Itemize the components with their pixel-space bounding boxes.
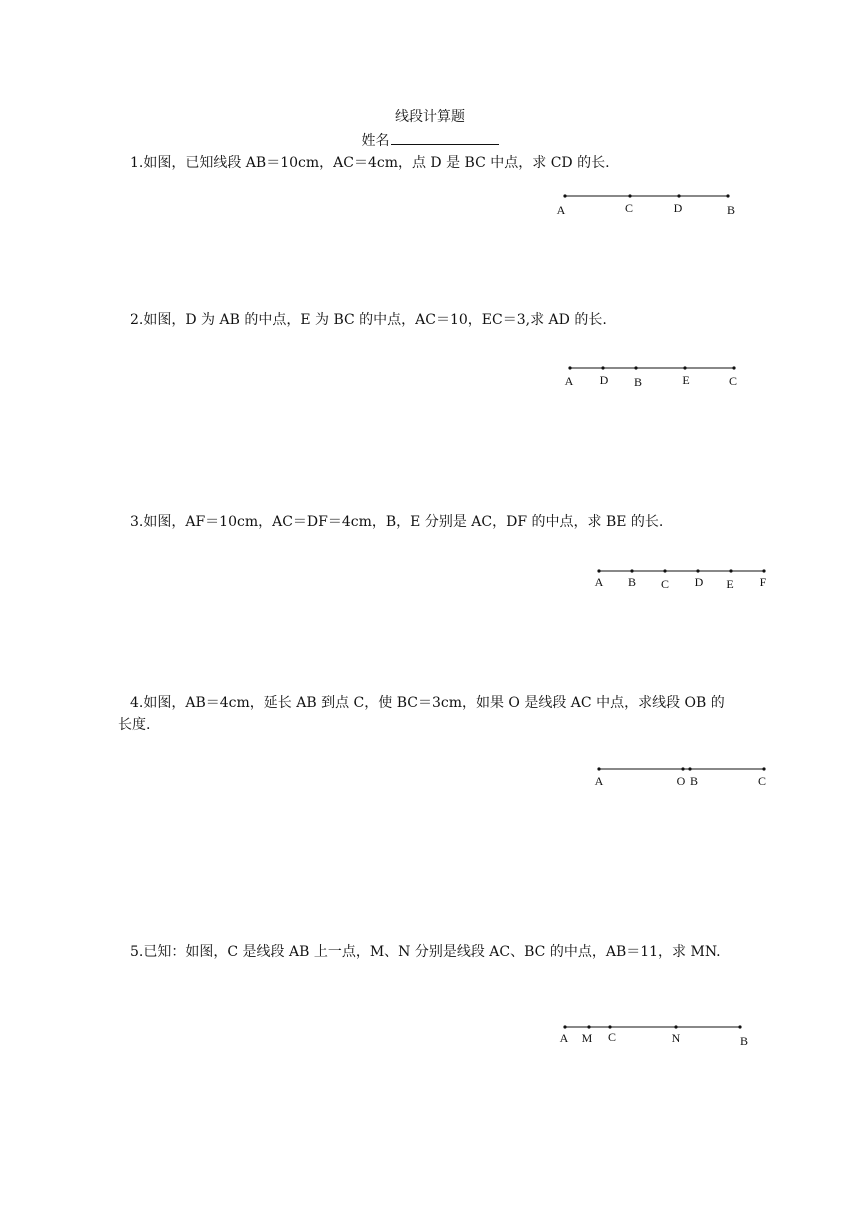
point-b-dot bbox=[630, 569, 633, 572]
point-e-dot bbox=[683, 366, 686, 369]
point-c-dot bbox=[628, 194, 631, 197]
point-m-dot bbox=[587, 1025, 590, 1028]
question-4-line2: 长度. bbox=[118, 717, 151, 733]
name-field-row bbox=[0, 130, 860, 150]
point-b-label: B bbox=[726, 203, 736, 217]
point-o-label: O bbox=[676, 774, 686, 788]
question-5: 5.已知：如图，C 是线段 AB 上一点，M、N 分别是线段 AC、BC 的中点，AB＝11，求 MN. bbox=[130, 944, 721, 960]
point-f-dot bbox=[762, 569, 765, 572]
point-a-label: A bbox=[594, 774, 604, 788]
figure-4-segment bbox=[595, 767, 766, 788]
name-label: 姓名 bbox=[361, 133, 390, 149]
point-c-label: C bbox=[607, 1030, 617, 1044]
point-a-label: A bbox=[564, 374, 574, 388]
point-n-dot bbox=[674, 1025, 677, 1028]
point-b-dot bbox=[688, 767, 691, 770]
point-b-dot bbox=[634, 366, 637, 369]
point-b-label: B bbox=[627, 575, 637, 589]
point-a-dot bbox=[563, 194, 566, 197]
point-b-dot bbox=[738, 1025, 741, 1028]
point-c-label: C bbox=[624, 201, 634, 215]
point-b-label: B bbox=[739, 1034, 749, 1048]
question-3: 3.如图，AF＝10cm，AC＝DF＝4cm，B，E 分别是 AC，DF 的中点，求 BE 的长. bbox=[130, 514, 664, 530]
figure-2-segment bbox=[565, 366, 737, 389]
point-c-label: C bbox=[660, 577, 670, 591]
point-b-label: B bbox=[633, 375, 643, 389]
point-a-label: A bbox=[559, 1031, 569, 1045]
point-n-label: N bbox=[671, 1031, 681, 1045]
point-b-dot bbox=[726, 194, 729, 197]
point-m-label: M bbox=[581, 1031, 593, 1045]
point-b-label: B bbox=[689, 774, 699, 788]
point-c-dot bbox=[762, 767, 765, 770]
point-a-dot bbox=[568, 366, 571, 369]
question-2: 2.如图，D 为 AB 的中点，E 为 BC 的中点，AC＝10，EC＝3,求 AD 的长. bbox=[130, 312, 607, 328]
figure-3-segment bbox=[595, 569, 767, 591]
point-o-dot bbox=[681, 767, 684, 770]
point-a-dot bbox=[563, 1025, 566, 1028]
point-c-label: C bbox=[728, 374, 738, 388]
name-blank-line[interactable] bbox=[391, 130, 499, 145]
page-title: 线段计算题 bbox=[395, 109, 465, 125]
question-1: 1.如图，已知线段 AB＝10cm，AC＝4cm，点 D 是 BC 中点，求 CD 的长. bbox=[130, 155, 610, 171]
point-e-dot bbox=[729, 569, 732, 572]
question-4-line1: 4.如图，AB＝4cm，延长 AB 到点 C，使 BC＝3cm，如果 O 是线段 AC 中点，求线段 OB 的 bbox=[130, 695, 725, 711]
point-d-dot bbox=[601, 366, 604, 369]
point-a-label: A bbox=[594, 575, 604, 589]
point-c-label: C bbox=[757, 774, 767, 788]
point-d-label: D bbox=[673, 201, 683, 215]
point-d-dot bbox=[677, 194, 680, 197]
point-a-dot bbox=[597, 767, 600, 770]
figure-5-segment bbox=[560, 1025, 748, 1048]
point-e-label: E bbox=[682, 373, 690, 387]
point-c-dot bbox=[732, 366, 735, 369]
point-a-dot bbox=[597, 569, 600, 572]
point-d-dot bbox=[696, 569, 699, 572]
point-d-label: D bbox=[694, 575, 704, 589]
point-d-label: D bbox=[599, 373, 609, 387]
point-f-label: F bbox=[759, 575, 767, 589]
point-c-dot bbox=[608, 1025, 611, 1028]
figure-1-segment bbox=[557, 194, 735, 217]
point-c-dot bbox=[663, 569, 666, 572]
point-e-label: E bbox=[726, 577, 734, 591]
point-a-label: A bbox=[556, 203, 566, 217]
